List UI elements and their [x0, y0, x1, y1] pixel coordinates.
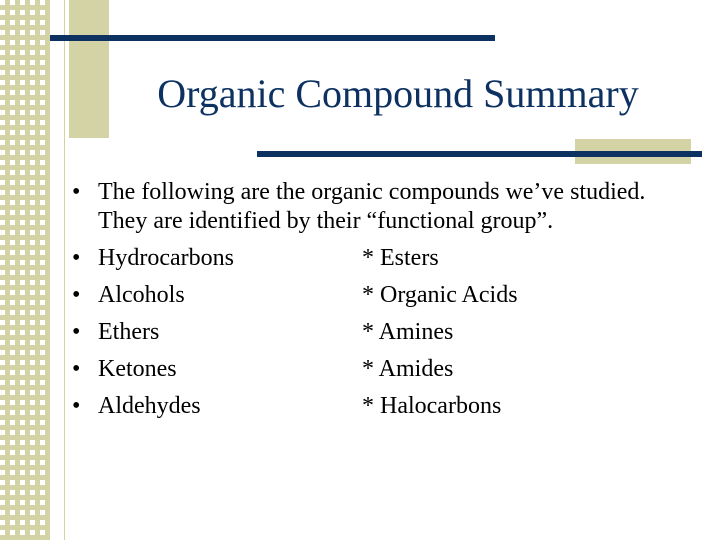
bullet-symbol: •: [72, 245, 81, 271]
compound-left: Hydrocarbons: [98, 245, 234, 271]
bullet-symbol: •: [72, 282, 81, 308]
bullet-symbol: •: [72, 393, 81, 419]
bullet-symbol: •: [72, 319, 81, 345]
compound-left: Ethers: [98, 319, 160, 345]
compound-left: Aldehydes: [98, 393, 201, 419]
compound-left: Ketones: [98, 356, 177, 382]
bullet-row: [70, 244, 700, 273]
decorative-tan-block-top: [69, 0, 109, 138]
intro-text: The following are the organic compounds we’ve studied. They are identified by their “functional group”.: [98, 179, 646, 234]
bullet-symbol: •: [72, 179, 81, 205]
bullet-row: [70, 392, 700, 421]
decorative-vertical-rule: [64, 0, 65, 540]
bullet-row: [70, 355, 700, 384]
bullet-symbol: •: [72, 356, 81, 382]
decorative-navy-bar-top: [50, 35, 495, 41]
compound-right: * Amines: [362, 319, 454, 345]
decorative-navy-bar-bottom: [257, 151, 702, 157]
compound-right: * Organic Acids: [362, 282, 518, 308]
bullet-row: [70, 318, 700, 347]
bullet-row: [70, 281, 700, 310]
decorative-grid-strip: [0, 0, 50, 540]
compound-right: * Esters: [362, 245, 439, 271]
slide-title: Organic Compound Summary: [157, 71, 639, 116]
compound-right: * Halocarbons: [362, 393, 502, 419]
slide-body: [70, 178, 700, 429]
compound-left: Alcohols: [98, 282, 185, 308]
bullet-intro: [70, 178, 700, 236]
compound-right: * Amides: [362, 356, 454, 382]
